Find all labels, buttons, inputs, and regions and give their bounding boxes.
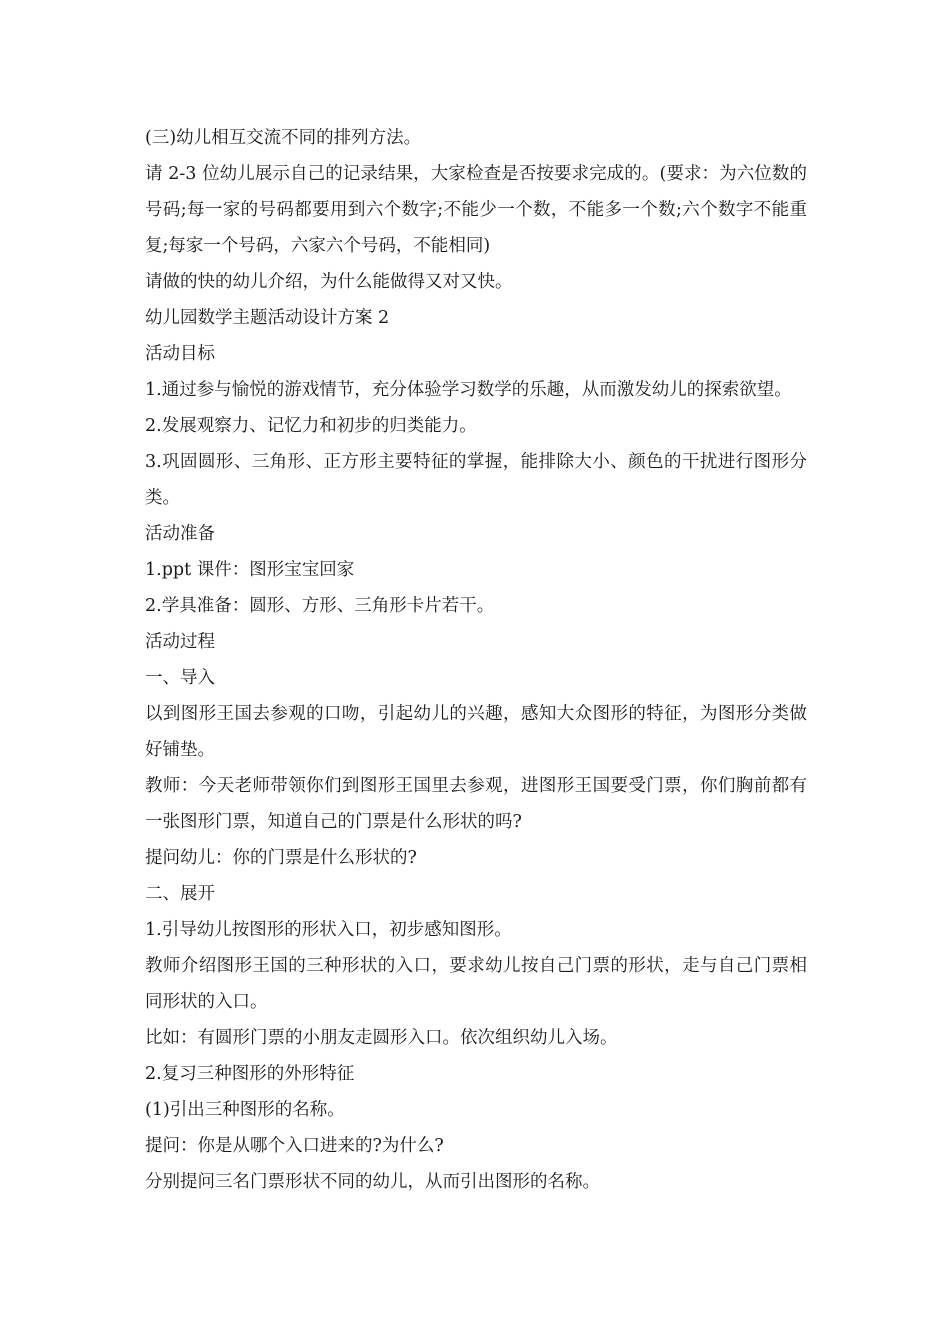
paragraph: 2.发展观察力、记忆力和初步的归类能力。 <box>145 416 477 436</box>
paragraph: 请 2-3 位幼儿展示自己的记录结果，大家检查是否按要求完成的。(要求：为六位数的号码;每一家的号码都要用到六个数字;不能少一个数，不能多一个数;六个数字不能重复;每家一个号码，六家六个号码，不能相同) <box>145 164 807 256</box>
paragraph: (三)幼儿相互交流不同的排列方法。 <box>145 128 422 148</box>
section-title: 幼儿园数学主题活动设计方案 2 <box>145 308 390 328</box>
paragraph: 1.通过参与愉悦的游戏情节，充分体验学习数学的乐趣，从而激发幼儿的探索欲望。 <box>145 380 792 400</box>
paragraph: 教师：今天老师带领你们到图形王国里去参观，进图形王国要受门票，你们胸前都有一张图形门票，知道自己的门票是什么形状的吗? <box>145 776 807 832</box>
paragraph: 2.学具准备：圆形、方形、三角形卡片若干。 <box>145 596 495 616</box>
paragraph: 分别提问三名门票形状不同的幼儿，从而引出图形的名称。 <box>145 1172 600 1192</box>
paragraph: 提问：你是从哪个入口进来的?为什么? <box>145 1136 444 1156</box>
section-heading: 活动准备 <box>145 524 215 544</box>
paragraph: (1)引出三种图形的名称。 <box>145 1100 345 1120</box>
section-heading: 活动过程 <box>145 632 215 652</box>
subsection-heading: 二、展开 <box>145 884 215 904</box>
paragraph: 提问幼儿：你的门票是什么形状的? <box>145 848 417 868</box>
document-body <box>145 120 807 1200</box>
paragraph: 以到图形王国去参观的口吻，引起幼儿的兴趣，感知大众图形的特征，为图形分类做好铺垫。 <box>145 704 807 760</box>
subsection-heading: 一、导入 <box>145 668 215 688</box>
paragraph: 2.复习三种图形的外形特征 <box>145 1064 355 1084</box>
paragraph: 教师介绍图形王国的三种形状的入口，要求幼儿按自己门票的形状，走与自己门票相同形状的入口。 <box>145 956 807 1012</box>
paragraph: 1.引导幼儿按图形的形状入口，初步感知图形。 <box>145 920 512 940</box>
paragraph: 比如：有圆形门票的小朋友走圆形入口。依次组织幼儿入场。 <box>145 1028 618 1048</box>
paragraph: 3.巩固圆形、三角形、正方形主要特征的掌握，能排除大小、颜色的干扰进行图形分类。 <box>145 452 807 508</box>
paragraph: 请做的快的幼儿介绍，为什么能做得又对又快。 <box>145 272 513 292</box>
paragraph: 1.ppt 课件：图形宝宝回家 <box>145 560 355 580</box>
section-heading: 活动目标 <box>145 344 215 364</box>
